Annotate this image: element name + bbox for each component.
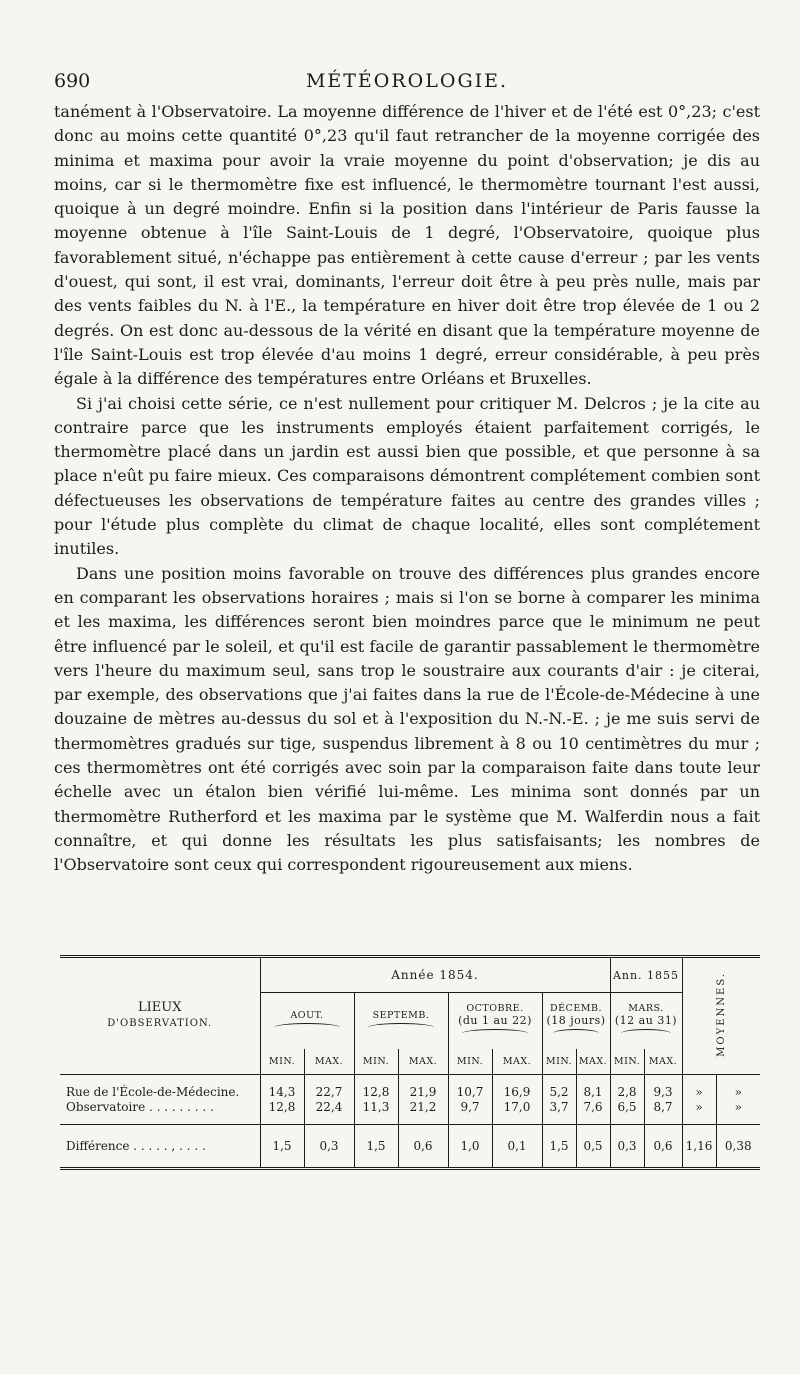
paragraph-1: tanément à l'Observatoire. La moyenne différence de l'hiver et de l'été est 0°,23; c'est donc au moins cette quantité 0°,23 qu'il faut retrancher de la moyenne corrigée des minima et maxima pour avoir la vraie moyenne du point d'observation; je dis au moins, car si le thermomètre fixe est influencé, le thermomètre tournant l'est aussi, quoique à un degré moindre. Enfin si la position dans l'intérieur de Paris fausse la moyenne obtenue à l'île Saint-Louis de 1 degré, l'Observatoire, quoique plus favorablement situé, n'échappe pas entièrement à cette cause d'erreur ; par les vents d'ouest, qui sont, il est vrai, dominants, l'erreur doit être à peu près nulle, mais par des vents faibles du N. à l'E., la température en hiver doit être trop élevée de 1 ou 2 degrés. On est donc au-dessous de la vérité en disant que la température moyenne de l'île Saint-Louis est trop élevée d'au moins 1 degré, erreur considérable, à peu près égale à la différence des températures entre Orléans et Bruxelles.	[54, 102, 760, 389]
table-row	[60, 1075, 760, 1125]
value: 22,4	[315, 1099, 343, 1114]
diff-value: 1,5	[354, 1125, 398, 1169]
diff-value: 0,6	[644, 1125, 682, 1169]
page-header	[54, 64, 760, 94]
value: 2,8	[617, 1084, 637, 1099]
min-header: MIN.	[448, 1049, 492, 1075]
paragraph-2: Si j'ai choisi cette série, ce n'est nullement pour critiquer M. Delcros ; je la cite au contraire parce que les instruments employés étaient parfaitement corrigés, le thermomètre placé dans un jardin est aussi bien que possible, et que personne à sa place n'eût pu faire mieux. Ces comparaisons démontrent complétement combien sont défectueuses les observations de température faites au centre des grandes villes ; pour l'étude plus complète du climat de chaque localité, elles sont complétement inutiles.	[54, 393, 760, 559]
value: 22,7	[315, 1084, 343, 1099]
observation-table-wrap	[60, 955, 760, 1170]
running-title: MÉTÉOROLOGIE.	[305, 70, 509, 92]
max-header: MAX.	[492, 1049, 542, 1075]
month-decembre-range: (18 jours)	[546, 1014, 606, 1028]
row-label-observatoire: Observatoire . . . . . . . . .	[66, 1099, 214, 1114]
value: 21,9	[409, 1084, 437, 1099]
value: 3,7	[549, 1099, 569, 1114]
brace	[553, 1029, 600, 1038]
value: 14,3	[268, 1084, 296, 1099]
brace	[462, 1029, 527, 1038]
cell-sept-min	[354, 1075, 398, 1125]
value: 9,3	[653, 1084, 673, 1099]
diff-value: 1,5	[260, 1125, 304, 1169]
moyennes-label: MOYENNES.	[715, 972, 727, 1057]
value: 12,8	[268, 1099, 296, 1114]
month-octobre	[448, 993, 542, 1049]
diff-value: 0,5	[576, 1125, 610, 1169]
observation-table	[60, 955, 760, 1170]
value: 8,7	[653, 1099, 673, 1114]
max-header: MAX.	[304, 1049, 354, 1075]
month-aout	[260, 993, 354, 1049]
max-header: MAX.	[576, 1049, 610, 1075]
min-header: MIN.	[260, 1049, 304, 1075]
value: 7,6	[583, 1099, 603, 1114]
value: 11,3	[362, 1099, 390, 1114]
value: 16,9	[503, 1084, 531, 1099]
cell-oct-min	[448, 1075, 492, 1125]
month-aout-name: AOUT.	[290, 1009, 324, 1021]
value: 10,7	[456, 1084, 484, 1099]
diff-value: 0,3	[304, 1125, 354, 1169]
month-octobre-range: (du 1 au 22)	[458, 1014, 532, 1028]
cell-mars-min	[610, 1075, 644, 1125]
page-number: 690	[54, 70, 91, 92]
cell-oct-max	[492, 1075, 542, 1125]
value: »	[734, 1099, 742, 1114]
value: 8,1	[583, 1084, 603, 1099]
row-label-ecole: Rue de l'École-de-Médecine.	[66, 1084, 240, 1099]
month-decembre	[542, 993, 610, 1049]
brace	[621, 1029, 671, 1038]
max-header: MAX.	[398, 1049, 448, 1075]
diff-value: 0,3	[610, 1125, 644, 1169]
cell-aout-max	[304, 1075, 354, 1125]
month-mars-name: MARS.	[628, 1003, 664, 1015]
difference-row	[60, 1125, 760, 1169]
lieux-subtitle: D'OBSERVATION.	[107, 1018, 213, 1029]
year-1854-header: Année 1854.	[260, 957, 610, 993]
cell-aout-min	[260, 1075, 304, 1125]
cell-dec-min	[542, 1075, 576, 1125]
value: 12,8	[362, 1084, 390, 1099]
body-text	[54, 100, 760, 878]
value: »	[695, 1099, 703, 1114]
diff-moy-min: 1,16	[682, 1125, 716, 1169]
month-decembre-name: DÉCEMB.	[550, 1003, 602, 1015]
month-mars-range: (12 au 31)	[614, 1014, 678, 1028]
diff-value: 0,1	[492, 1125, 542, 1169]
cell-moy-max	[716, 1075, 760, 1125]
diff-value: 1,5	[542, 1125, 576, 1169]
cell-moy-min	[682, 1075, 716, 1125]
diff-moy-max: 0,38	[716, 1125, 760, 1169]
paragraph-3: Dans une position moins favorable on trouve des différences plus grandes encore en comparant les observations horaires ; mais si l'on se borne à comparer les minima et les maxima, les différences seront bien moindres parce que le minimum ne peut être influencé par le soleil, et qu'il est facile de garantir passablement le thermomètre vers l'heure du maximum seul, sans trop le soustraire aux courants d'air : je citerai, par exemple, des observations que j'ai faites dans la rue de l'École-de-Médecine à une douzaine de mètres au-dessus du sol et à l'exposition du N.-N.-E. ; je me suis servi de thermomètres gradués sur tige, suspendus librement à 8 ou 10 centimètres du mur ; ces thermomètres ont été corrigés avec soin par la comparaison faite dans toute leur échelle avec un étalon bien vérifié lui-même. Les minima sont donnés par un thermomètre Rutherford et les maxima par le système que M. Walferdin nous a fait connaître, et qui donne les résultats les plus satisfaisants; les nombres de l'Observatoire sont ceux qui correspondent rigoureusement aux miens.	[54, 563, 760, 875]
month-septembre-name: SEPTEMB.	[372, 1009, 430, 1021]
value: 6,5	[617, 1099, 637, 1114]
row-label-difference: Différence . . . . . , . . . .	[60, 1125, 260, 1169]
min-header: MIN.	[542, 1049, 576, 1075]
brace	[368, 1023, 433, 1032]
year-1855-header: Ann. 1855	[610, 957, 682, 993]
diff-value: 0,6	[398, 1125, 448, 1169]
value: »	[734, 1084, 742, 1099]
min-header: MIN.	[610, 1049, 644, 1075]
lieux-header	[60, 957, 260, 1075]
row-labels	[60, 1075, 260, 1125]
moyennes-header	[682, 957, 760, 1075]
value: »	[695, 1084, 703, 1099]
value: 17,0	[503, 1099, 531, 1114]
cell-dec-max	[576, 1075, 610, 1125]
value: 21,2	[409, 1099, 437, 1114]
max-header: MAX.	[644, 1049, 682, 1075]
min-header: MIN.	[354, 1049, 398, 1075]
brace	[274, 1023, 339, 1032]
value: 9,7	[460, 1099, 480, 1114]
cell-mars-max	[644, 1075, 682, 1125]
month-septembre	[354, 993, 448, 1049]
month-octobre-name: OCTOBRE.	[466, 1003, 524, 1015]
cell-sept-max	[398, 1075, 448, 1125]
month-mars	[610, 993, 682, 1049]
value: 5,2	[549, 1084, 569, 1099]
lieux-title: LIEUX	[138, 1000, 182, 1015]
diff-value: 1,0	[448, 1125, 492, 1169]
